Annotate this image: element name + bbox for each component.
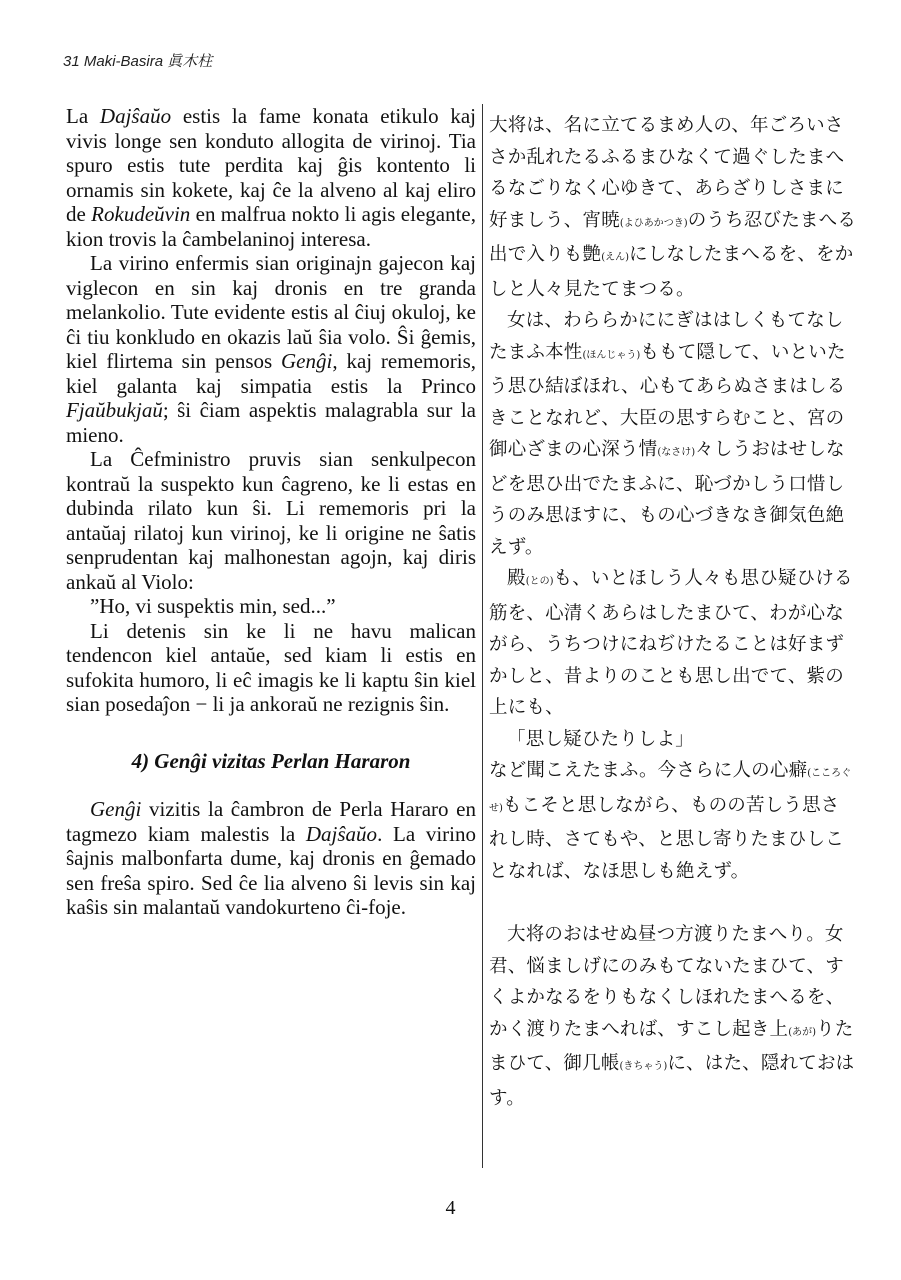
- jp-paragraph: など聞こえたまふ。今さらに人の心癖(こころぐせ)もこそと思しながら、ものの苦しう思されし時、さてもや、と思し寄りたまひしことなれば、なほ思しも絶えず。: [489, 760, 852, 882]
- section-heading: 4) Genĝi vizitas Perlan Hararon: [131, 748, 411, 773]
- jp-quote: 「思し疑ひたりしよ」: [507, 728, 695, 750]
- jp-paragraph: 殿(との)も、いとほしう人々も思ひ疑ひける筋を、心清くあらはしたまひて、わが心ながら、うちつけにねぢけたることは好まずかしと、昔よりのことも思し出でて、紫の上にも、: [489, 568, 853, 718]
- jp-paragraph: 大将は、名に立てるまめ人の、年ごろいささか乱れたるふるまひなくて過ぐしたまへるなごりなく心ゆきて、あらざりしさまに好ましう、宵暁(よひあかつき)のうち忍びたまへる出で入りも艶(えん)にしなしたまへるを、をかしと人々見たてまつる。: [489, 115, 857, 300]
- esperanto-column: [66, 104, 476, 920]
- jp-paragraph: 女は、わららかににぎははしくもてなしたまふ本性(ほんじゃう)ももて隠して、いといたう思ひ結ぼほれ、心もてあらぬさまはしるきことなれど、大臣の思すらむこと、宮の御心ざまの心深う情(なさけ)々しうおはせしなどを思ひ出でたまふに、恥づかしう口惜しうのみ思ほすに、もの心づきなき御気色絶えず。: [489, 310, 846, 558]
- column-divider: [482, 104, 483, 1168]
- japanese-column: [489, 110, 857, 1114]
- paragraph: La virino enfermis sian originajn gajecon kaj viglecon en sin kaj dronis en tre granda melankolio. Tute evidente estis al ĉiuj okuloj, ke ĉi tiu konkludo en okazis laŭ ŝia volo. Ŝi ĝemis, kiel flirtema sin pensos Genĝi, kaj rememoris, kiel galanta kaj simpatia estis la Princo Fjaŭbukjaŭ; ŝi ĉiam aspektis malagrabla sur la mieno.: [66, 251, 476, 447]
- quote: ”Ho, vi suspektis min, sed...”: [90, 594, 336, 618]
- page-number: 4: [445, 1197, 456, 1219]
- running-header: 31 Maki-Basira 眞木柱: [63, 53, 213, 70]
- paragraph: La Dajŝaŭo estis la fame konata etikulo kaj vivis longe sen konduto allogita de virinoj. Tia spuro estis tute perdita kaj ĝis kontento li ornamis sin kokete, kaj ĉe la alveno al kaj eliro de Rokudeŭvin en malfrua nokto li agis elegante, kion trovis la ĉambelaninoj interesa.: [66, 104, 476, 251]
- jp-paragraph: 大将のおはせぬ昼つ方渡りたまへり。女君、悩ましげにのみもてないたまひて、すくよかなるをりもなくしほれたまへるを、かく渡りたまへれば、すこし起き上(あが)りたまひて、御几帳(きちゃう)に、はた、隠れておはす。: [489, 924, 855, 1109]
- paragraph: La Ĉefministro pruvis sian senkulpecon kontraŭ la suspekto kun ĉagreno, ke li estas en dubinda rilato kun ŝi. Li rememoris pri la antaŭaj rilatoj kun virinoj, ke li origine ne ŝatis senprudentan kaj malhonestan agojn, kaj diris ankaŭ al Violo:: [66, 447, 476, 594]
- paragraph: Genĝi vizitis la ĉambron de Perla Hararo en tagmezo kiam malestis la Dajŝaŭo. La virino ŝajnis malbonfarta dume, kaj dronis en ĝemado sen freŝa spiro. Sed ĉe lia alveno ŝi levis sin kaj kaŝis sin malantaŭ vandokurteno ĉi-foje.: [66, 797, 477, 919]
- paragraph: Li detenis sin ke li ne havu malican tendencon kiel antaŭe, sed kiam li estis en sufokita humoro, li eĉ imagis ke li kaptu ŝin kiel sian posedaĵon − li ja ankoraŭ ne rezignis ŝin.: [66, 618, 476, 716]
